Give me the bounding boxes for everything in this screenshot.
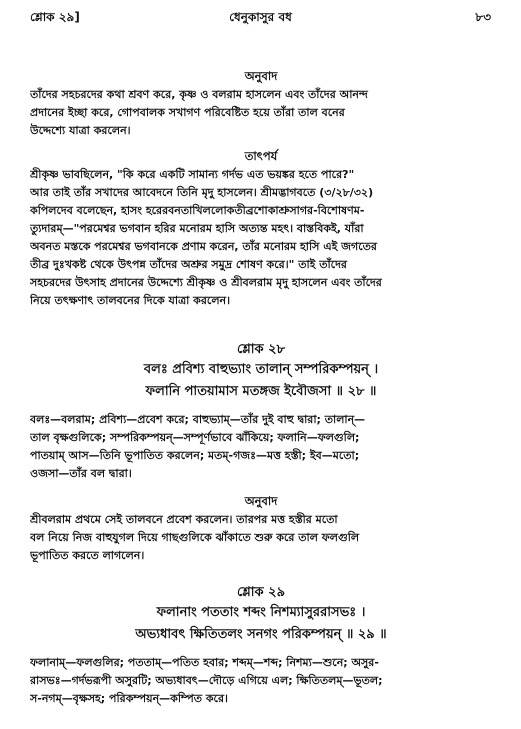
verse-line: ফলানি পাতয়ামাস মতঙ্গজ ইবৌজসা ॥ ২৮ ॥ <box>145 384 377 399</box>
text-line: কপিলদেব বলেছেন, হাসং হরেরবনতাখিললোকতীব্রশোকাশ্রুসাগর-বিশোষণম- <box>30 204 365 217</box>
verse-heading: শ্লোক ২৮ <box>236 342 286 357</box>
text-line: রাসভঃ—গর্দভরূপী অসুরটি; অভ্যধাবৎ—দৌড়ে এগিয়ে এল; ক্ষিতিতলম্—ভূতল; <box>30 674 383 687</box>
text-line: আর তাই তাঁর সখাদের আবেদনে তিনি মৃদু হাসলেন। শ্রীমদ্ভাগবতে (৩/২৮/৩২) <box>30 186 374 199</box>
text-line: বল নিয়ে নিজ বাহুযুগল দিয়ে গাছগুলিকে ঝাঁকাতে শুরু করে তাল ফলগুলি <box>30 531 360 544</box>
header-chapter-title: ধেনুকাসুর বধ <box>229 10 292 24</box>
text-line: শ্রীবলরাম প্রথমে সেই তালবনে প্রবেশ করলেন। তারপর মত্ত হস্তীর মতো <box>30 513 338 526</box>
verse-line: অভ্যধাবৎ ক্ষিতিতলং সনগং পরিকম্পয়ন্ ॥ ২৯ ॥ <box>135 627 387 642</box>
text-line: অবনত মস্তকে পরমেশ্বর ভগবানকে প্রণাম করেন, তাঁর মনোরম হাসি এই জগতের <box>30 240 377 253</box>
text-line: ওজসা—তাঁর বল দ্বারা। <box>30 467 132 480</box>
translation-heading: অনুবাদ <box>244 69 278 83</box>
text-line: পাতয়াম্ আস—তিনি ভূপাতিত করলেন; মতম্-গজঃ—মত্ত হস্তী; ইব—মতো; <box>30 449 360 462</box>
text-line: সহচরদের উৎসাহ প্রদানের উদ্দেশ্যে শ্রীকৃষ্ণ ও শ্রীবলরাম মৃদু হাসলেন এবং তাঁদের <box>30 276 382 289</box>
verse-line: বলঃ প্রবিশ্য বাহুভ্যাং তালান্ সম্পরিকম্পয়ন্ । <box>143 362 379 377</box>
verse-text <box>30 602 492 646</box>
translation-paragraph <box>30 511 492 565</box>
text-line: তীব্র দুঃখকষ্ট থেকে উৎপন্ন তাঁদের অশ্রুর সমুদ্র শোষণ করে।" তাই তাঁদের <box>30 258 347 271</box>
purport-heading: তাৎপর্য <box>244 149 278 163</box>
translation-section-1 <box>30 68 492 140</box>
text-line: প্রদানের ইচ্ছা করে, গোপবালক সখাগণ পরিবেষ্টিত হয়ে তাঁরা তাল বনের <box>30 106 345 119</box>
page-header <box>30 9 491 29</box>
verse-line: ফলানাং পততাং শব্দং নিশম্যাসুররাসভঃ । <box>156 605 366 620</box>
purport-section <box>30 148 492 310</box>
header-page-number: ৮৩ <box>475 10 491 24</box>
text-line: ভূপাতিত করতে লাগলেন। <box>30 549 145 562</box>
verse-heading: শ্লোক ২৯ <box>236 585 286 600</box>
text-line: বলঃ—বলরাম; প্রবিশ্য—প্রবেশ করে; বাহুভ্যাম্—তাঁর দুই বাহু দ্বারা; তালান্— <box>30 413 366 426</box>
text-line: তাল বৃক্ষগুলিকে; সম্পরিকম্পয়ন্—সম্পূর্ণভাবে ঝাঁকিয়ে; ফলানি—ফলগুলি; <box>30 431 360 444</box>
text-line: স-নগম্—বৃক্ষসহ; পরিকম্পয়ন্—কম্পিত করে। <box>30 692 228 705</box>
translation-paragraph <box>30 86 492 140</box>
header-verse-ref: শ্লোক ২৯] <box>30 10 80 24</box>
text-line: নিয়ে তৎক্ষণাৎ তালবনের দিকে যাত্রা করলেন। <box>30 294 231 307</box>
text-line: শ্রীকৃষ্ণ ভাবছিলেন, "কি করে একটি সামান্য গর্দভ এত ভয়ঙ্কর হতে পারে?" <box>30 168 355 181</box>
text-line: ত্যুদারম্—"পরমেশ্বর ভগবান হরির মনোরম হাসি অত্যন্ত মহৎ। বাস্তবিকই, যাঁরা <box>30 222 364 235</box>
synonyms-paragraph <box>30 654 492 708</box>
translation-heading: অনুবাদ <box>244 494 278 508</box>
verse-text <box>30 359 492 403</box>
synonyms-paragraph <box>30 411 492 483</box>
verse-section-28 <box>30 341 492 483</box>
translation-section-2 <box>30 493 492 565</box>
text-line: উদ্দেশ্যে যাত্রা করলেন। <box>30 124 131 137</box>
verse-section-29 <box>30 584 492 708</box>
purport-paragraph <box>30 166 492 310</box>
text-line: ফলানাম্—ফলগুলির; পততাম্—পতিত হবার; শব্দম্—শব্দ; নিশম্য—শুনে; অসুর- <box>30 656 379 669</box>
text-line: তাঁদের সহচরদের কথা শ্রবণ করে, কৃষ্ণ ও বলরাম হাসলেন এবং তাঁদের আনন্দ <box>30 88 368 101</box>
